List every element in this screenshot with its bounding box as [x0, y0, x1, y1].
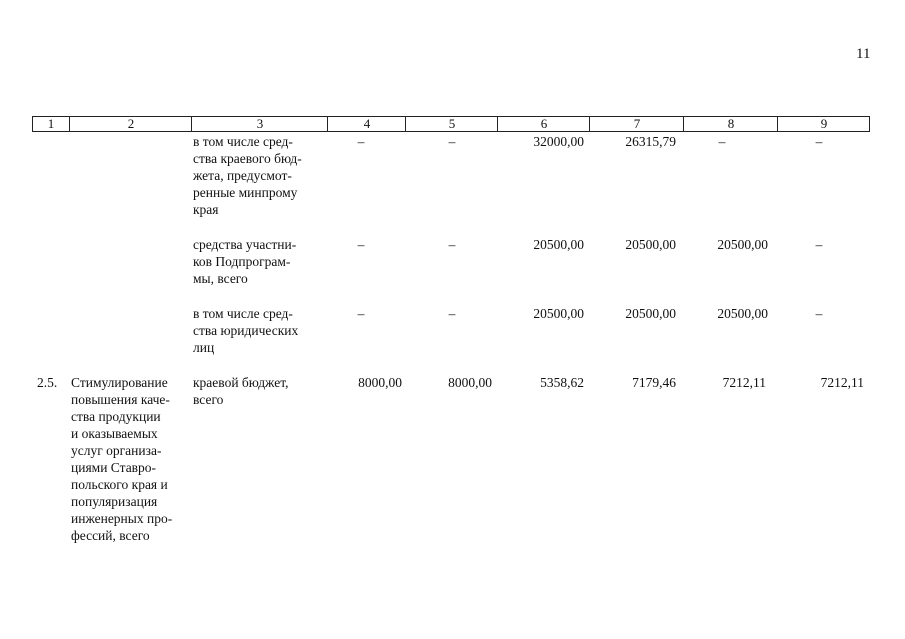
label-line: ства юридических: [193, 323, 299, 338]
header-cell: 8: [683, 117, 778, 131]
cell-col5: –: [448, 306, 456, 321]
label-line: мы, всего: [193, 271, 248, 286]
cell-col9: –: [815, 306, 823, 321]
header-cell: 3: [191, 117, 328, 131]
label-line: краевой бюджет,: [193, 375, 289, 390]
cell-col5: –: [448, 134, 456, 149]
cell-col6: 20500,00: [533, 237, 584, 252]
row-label: [193, 305, 318, 356]
label-line: лиц: [193, 340, 215, 355]
row-label: [193, 374, 318, 408]
header-cell: 1: [47, 116, 55, 131]
label-line: ства продукции: [71, 409, 161, 424]
cell-col8: 20500,00: [717, 306, 768, 321]
label-line: и оказываемых: [71, 426, 158, 441]
label-line: ренные минпрому: [193, 185, 298, 200]
cell-col7: 20500,00: [625, 237, 676, 252]
row-label: [193, 133, 318, 218]
label-line: ков Подпрограм-: [193, 254, 291, 269]
cell-col9: 7212,11: [820, 375, 864, 390]
cell-col7: 7179,46: [632, 375, 676, 390]
cell-col6: 5358,62: [540, 375, 584, 390]
row-number: 2.5.: [37, 375, 58, 390]
cell-col9: –: [815, 134, 823, 149]
label-line: края: [193, 202, 219, 217]
label-line: услуг организа-: [71, 443, 162, 458]
label-line: инженерных про-: [71, 511, 173, 526]
cell-col5: –: [448, 237, 456, 252]
label-line: в том числе сред-: [193, 134, 293, 149]
row-label: [193, 236, 318, 287]
cell-col4: 8000,00: [358, 375, 402, 390]
header-cell: 6: [497, 117, 590, 131]
cell-col8: 7212,11: [722, 375, 766, 390]
measure-name: [71, 374, 186, 544]
cell-col4: –: [357, 134, 365, 149]
label-line: ства краевого бюд-: [193, 151, 302, 166]
header-cell: 5: [405, 117, 498, 131]
header-cell: 2: [69, 117, 192, 131]
table-header-row: [32, 116, 870, 132]
cell-col4: –: [357, 306, 365, 321]
label-line: повышения каче-: [71, 392, 170, 407]
header-cell: 9: [777, 117, 870, 131]
header-cell: 4: [327, 117, 406, 131]
label-line: жета, предусмот-: [193, 168, 292, 183]
cell-col5: 8000,00: [448, 375, 492, 390]
label-line: циями Ставро-: [71, 460, 157, 475]
label-line: Стимулирование: [71, 375, 168, 390]
cell-col6: 20500,00: [533, 306, 584, 321]
cell-col7: 26315,79: [625, 134, 676, 149]
header-cell: 7: [589, 117, 684, 131]
label-line: польского края и: [71, 477, 168, 492]
cell-col9: –: [815, 237, 823, 252]
label-line: средства участни-: [193, 237, 297, 252]
label-line: в том числе сред-: [193, 306, 293, 321]
cell-col7: 20500,00: [625, 306, 676, 321]
label-line: фессий, всего: [71, 528, 150, 543]
cell-col4: –: [357, 237, 365, 252]
label-line: всего: [193, 392, 224, 407]
cell-col6: 32000,00: [533, 134, 584, 149]
cell-col8: 20500,00: [717, 237, 768, 252]
label-line: популяризация: [71, 494, 158, 509]
cell-col8: –: [718, 134, 726, 149]
page-number: 11: [856, 46, 871, 62]
